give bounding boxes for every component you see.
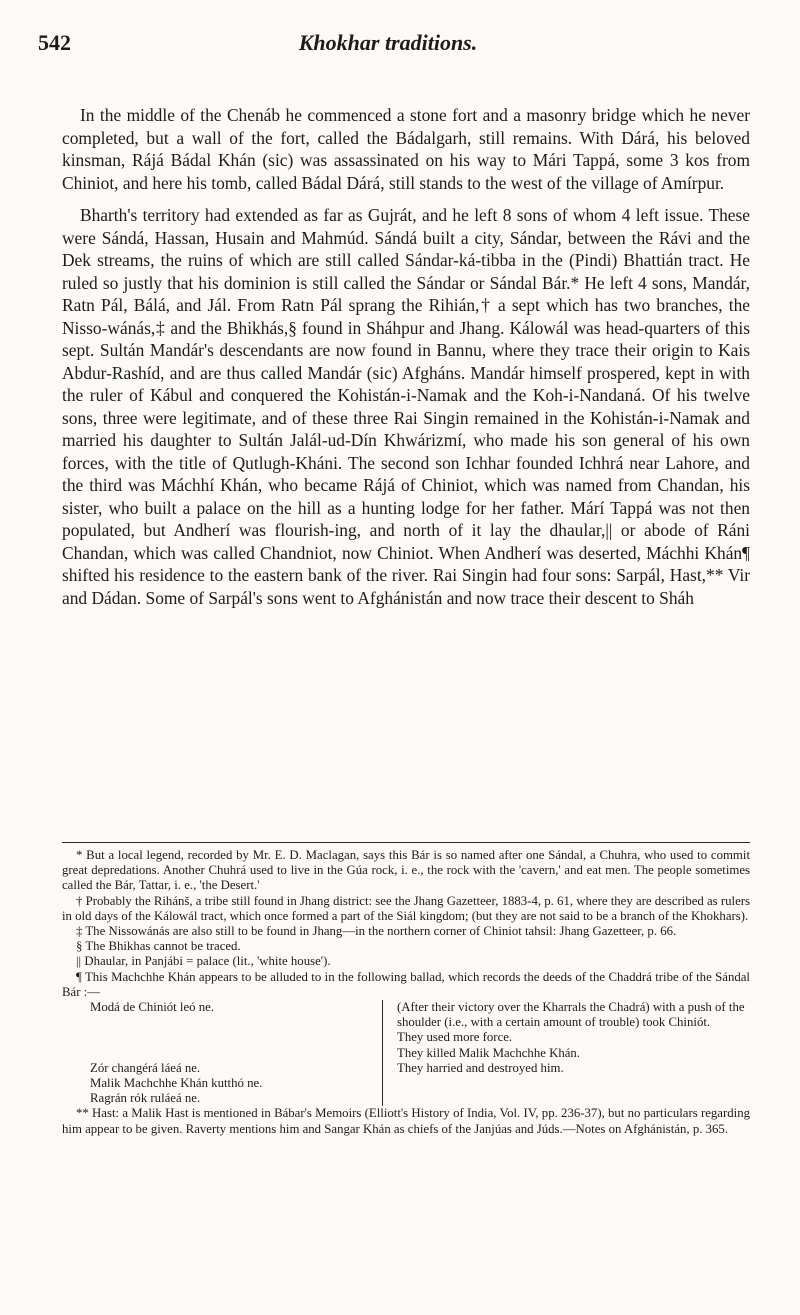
ballad-table	[90, 1000, 750, 1106]
footnotes	[62, 848, 750, 1137]
ballad-line: Zór changérá láeá ne.	[90, 1060, 201, 1075]
footnote-divider	[62, 842, 750, 843]
ballad-translation-line: They harried and destroyed him.	[397, 1060, 564, 1075]
ballad-translation	[382, 1000, 750, 1106]
running-title: Khokhar traditions.	[298, 30, 478, 55]
ballad-translation-line: They killed Malik Machchhe Khán.	[397, 1045, 581, 1060]
footnote-pilcrow: ¶ This Machchhe Khán appears to be alluded to in the following ballad, which records the deeds of the Chaddrá tribe of the Sándal Bár :—	[62, 969, 750, 999]
ballad-translation-line: They used more force.	[397, 1030, 513, 1045]
ballad-translation-line: (After their victory over the Kharrals the Chadrá) with a push of the shoulder (i.e., with a certain amount of trouble) took Chiniót.	[397, 1000, 745, 1030]
paragraph: In the middle of the Chenáb he commenced a stone fort and a masonry bridge which he never completed, but a wall of the fort, called the Bádalgarh, still remains. With Dárá, his beloved kinsman, Rájá Bádal Khán (sic) was assassinated on his way to Mári Tappá, some 3 kos from Chiniot, and here his tomb, called Bádal Dárá, still stands to the west of the village of Amírpur.	[62, 105, 750, 193]
footnote-double-dagger: ‡ The Nissowánás are also still to be found in Jhang—in the northern corner of Chiniot tahsil: Jhang Gazetteer, p. 66.	[76, 924, 677, 939]
footnote-section: § The Bhikhas cannot be traced.	[76, 939, 241, 954]
footnote-dagger: † Probably the Rihánš, a tribe still found in Jhang district: see the Jhang Gazetteer, 1883-4, p. 61, where they are described as rulers in old days of the Kálowál tract, which once formed a part of the Siál kingdom; (but they are not said to be a branch of the Khokhars).	[62, 893, 750, 923]
main-text	[62, 104, 750, 619]
ballad-spacer	[90, 1015, 382, 1061]
paragraph: Bharth's territory had extended as far as Gujrát, and he left 8 sons of whom 4 left issue. These were Sándá, Hassan, Husain and Mahmúd. Sándá built a city, Sándar, between the Rávi and the Dek streams, the ruins of which are still called Sándar-ká-tibba in the (Pindi) Bhattián tract. He ruled so justly that his dominion is still called the Sándar or Sándal Bár.* He left 4 sons, Mandár, Ratn Pál, Bálá, and Jál. From Ratn Pál sprang the Rihián,† a sept which has two branches, the Nisso-wánás,‡ and the Bhikhás,§ found in Sháhpur and Jhang. Kálowál was head-quarters of this sept. Sultán Mandár's descendants are now found in Bannu, where they trace their origin to Kais Abdur-Rashíd, and are thus called Mandár (sic) Afgháns. Mandár himself prospered, kept in with the ruler of Kábul and conquered the Kohistán-i-Namak and the Koh-i-Nandaná. Of his twelve sons, three were legitimate, and of these three Rai Singin remained in the Kohistán-i-Namak and married his daughter to Sultán Jalál-ud-Dín Khwárizmí, who made his son general of his own forces, with the title of Qutlugh-Kháni. The second son Ichhar founded Ichhrá near Lahore, and the third was Máchhí Khán, who became Rájá of Chiniot, which was named from Chandan, his sister, who built a palace on the hill as a hunting lodge for her father. Márí Tappá was not then populated, but Andherí was flourish-ing, and north of it lay the dhaular,|| or abode of Ráni Chandan, which was called Chandniot, now Chiniot. When Andherí was deserted, Máchhi Khán¶ shifted his residence to the eastern bank of the river. Rai Singin had four sons: Sarpál, Hast,** Vir and Dádan. Some of Sarpál's sons went to Afghánistán and now trace their descent to Sháh	[62, 205, 750, 608]
footnote-double-star: ** Hast: a Malik Hast is mentioned in Bábar's Memoirs (Elliott's History of India, Vol. IV, pp. 236-37), but no particulars regarding him appear to be given. Raverty mentions him and Sangar Khán as chiefs of the Janjúas and Júds.—Notes on Afghánistán, p. 365.	[62, 1106, 750, 1136]
page-header	[38, 30, 738, 62]
page-number: 542	[38, 30, 71, 55]
ballad-line: Modá de Chiniót leó ne.	[90, 1000, 215, 1015]
ballad-line: Ragrán rók ruláeá ne.	[90, 1091, 201, 1106]
ballad-original	[90, 1000, 382, 1106]
ballad-line: Malik Machchhe Khán kutthó ne.	[90, 1076, 263, 1091]
footnote-parallel: || Dhaular, in Panjábi = palace (lit., 'white house').	[76, 954, 331, 969]
footnote-star: * But a local legend, recorded by Mr. E. D. Maclagan, says this Bár is so named after one Sándal, a Chuhra, who used to commit great depredations. Another Chuhrá used to live in the Gúa rock, i. e., the rock with the 'cavern,' and eat men. The people sometimes called the Bár, Tattar, i. e., 'the Desert.'	[62, 848, 750, 893]
